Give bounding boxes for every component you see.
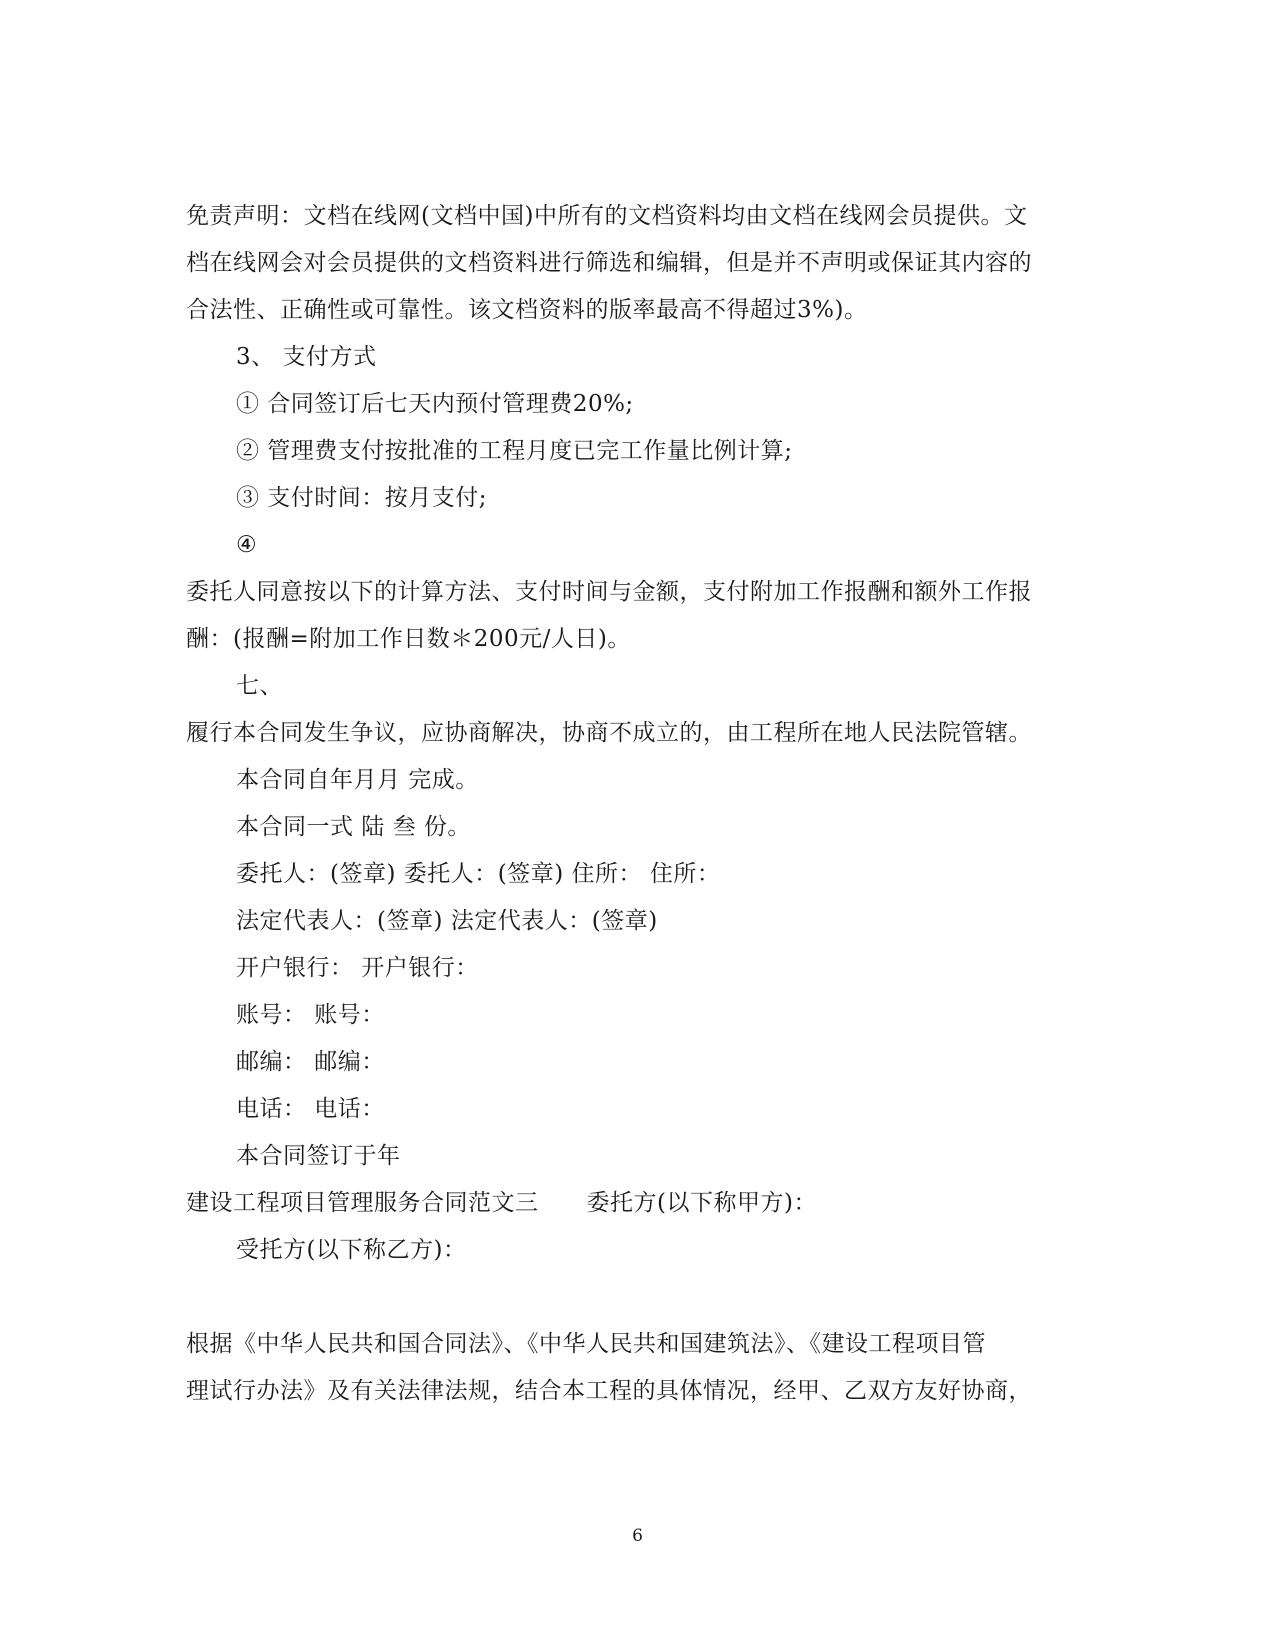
phone-line: 电话： 电话： (236, 1096, 385, 1122)
contract-completion: 本合同自年月月 完成。 (236, 767, 479, 793)
section-heading-payment: 3、 支付方式 (236, 344, 377, 370)
account-line: 账号： 账号： (236, 1002, 385, 1028)
paragraph-basis-line-1: 根据《中华人民共和国合同法》、《中华人民共和国建筑法》、《建设工程项目管 (186, 1331, 986, 1357)
payment-item-2: ② 管理费支付按批准的工程月度已完工作量比例计算; (236, 438, 793, 464)
signature-legal-rep-line: 法定代表人：(签章) 法定代表人：(签章) (236, 908, 658, 934)
disclaimer-line-3: 合法性、正确性或可靠性。该文档资料的版率最高不得超过3%)。 (186, 297, 868, 323)
paragraph-basis-line-2: 理试行办法》及有关法律法规，结合本工程的具体情况，经甲、乙双方友好协商， (186, 1378, 1032, 1404)
contract-copies: 本合同一式 陆 叁 份。 (236, 814, 471, 840)
signature-principal-line: 委托人：(签章) 委托人：(签章) 住所： 住所： (236, 861, 721, 887)
contractor-party-label: 受托方(以下称乙方)： (236, 1237, 467, 1263)
contract-title: 建设工程项目管理服务合同范文三 (186, 1190, 539, 1216)
section-heading-seven: 七、 (236, 673, 283, 699)
disclaimer-line-1: 免责声明：文档在线网(文档中国)中所有的文档资料均由文档在线网会员提供。文 (186, 203, 1028, 229)
disclaimer-line-2: 档在线网会对会员提供的文档资料进行筛选和编辑，但是并不声明或保证其内容的 (186, 250, 1032, 276)
bank-line: 开户银行： 开户银行： (236, 955, 479, 981)
payment-item-4: ④ (236, 532, 258, 558)
paragraph-dispute: 履行本合同发生争议，应协商解决，协商不成立的，由工程所在地人民法院管辖。 (186, 720, 1032, 746)
client-party-label: 委托方(以下称甲方)： (586, 1190, 817, 1216)
payment-item-1: ① 合同签订后七天内预付管理费20%; (236, 391, 634, 417)
postcode-line: 邮编： 邮编： (236, 1049, 385, 1075)
page-number: 6 (632, 1526, 643, 1546)
paragraph-extra-pay-line-1: 委托人同意按以下的计算方法、支付时间与金额，支付附加工作报酬和额外工作报 (186, 579, 1032, 605)
signing-date-line: 本合同签订于年 (236, 1143, 401, 1169)
contract-title-line (186, 1188, 817, 1218)
paragraph-extra-pay-line-2: 酬：(报酬=附加工作日数＊200元/人日)。 (186, 626, 631, 652)
payment-item-3: ③ 支付时间：按月支付; (236, 485, 488, 511)
